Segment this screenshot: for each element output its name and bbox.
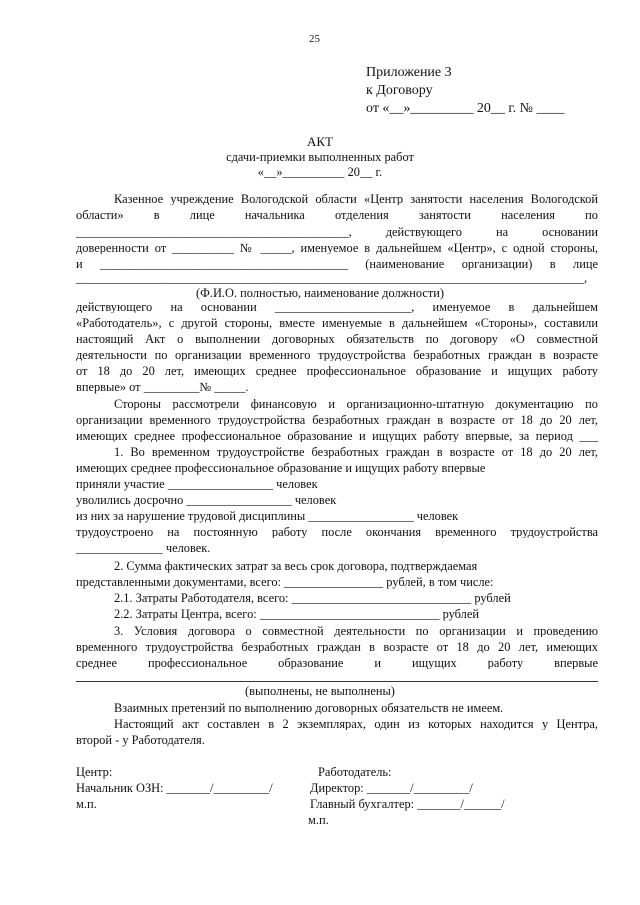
center-label: Центр: [76, 765, 113, 779]
page-number: 25 [309, 33, 320, 45]
body-line: деятельности по организации временного трудоустройства безработных граждан в возрасте [76, 349, 598, 362]
body-line: и ________________________________________ (наименование организации) в лице [76, 258, 598, 271]
body-line: Стороны рассмотрели финансовую и организационно-штатную документацию по [114, 398, 598, 411]
employer-label: Работодатель: [318, 765, 392, 779]
center-head-signature: Начальник ОЗН: _______/_________/ [76, 781, 273, 795]
appendix-date-line: от «__»_________ 20__ г. № ____ [366, 101, 565, 116]
body-line: 2.1. Затраты Работодателя, всего: _____________________________ рублей [114, 591, 511, 605]
body-line: 1. Во временном трудоустройстве безработных граждан в возрасте от 18 до 20 лет, [114, 446, 598, 459]
body-line: среднее профессиональное образование и ищущих работу впервые [76, 657, 598, 670]
body-line: Взаимных претензий по выполнению договорных обязательств не имеем. [114, 701, 504, 715]
body-line: трудоустроено на постоянную работу после окончания временного трудоустройства [76, 526, 598, 539]
body-line: Настоящий акт составлен в 2 экземплярах, один из которых находится у Центра, [114, 718, 598, 731]
body-line: второй - у Работодателя. [76, 733, 205, 747]
body-line: из них за нарушение трудовой дисциплины _________________ человек [76, 509, 459, 523]
body-line: временного трудоустройства безработных граждан в возрасте от 18 до 20 лет, имеющих [76, 641, 598, 654]
body-line: имеющих среднее профессиональное образование и ищущих работу впервые [76, 461, 486, 475]
act-date-line: «__»__________ 20__ г. [257, 165, 383, 179]
body-caption: (выполнены, не выполнены) [245, 684, 395, 698]
body-line: организации временного трудоустройства безработных граждан в возрасте от 18 до 20 лет, [76, 414, 598, 427]
fill-in-line [76, 681, 598, 682]
appendix-title: Приложение 3 [366, 65, 452, 80]
body-caption: (Ф.И.О. полностью, наименование должности) [195, 286, 445, 300]
body-line: __________________________________________________________________________________, [76, 272, 588, 285]
body-line: доверенности от __________ № _____, именуемое в дальнейшем «Центр», с одной стороны, [76, 242, 598, 255]
employer-director-signature: Директор: _______/_________/ [310, 781, 473, 795]
body-line: области» в лице начальника отделения занятости населения по [76, 209, 598, 222]
body-line: ____________________________________________, действующего на основании [76, 226, 598, 239]
body-line: настоящий Акт о выполнении договорных обязательств по договору «О совместной [76, 333, 598, 346]
employer-accountant-signature: Главный бухгалтер: _______/______/ [310, 797, 505, 811]
body-line: представленными документами, всего: ________________ рублей, в том числе: [76, 575, 494, 589]
body-line: 2.2. Затраты Центра, всего: _____________________________ рублей [114, 607, 479, 621]
body-line: ______________ человек. [76, 541, 211, 555]
body-line: «Работодатель», с другой стороны, вместе именуемые в дальнейшем «Стороны», составили [76, 317, 598, 330]
act-subtitle: сдачи-приемки выполненных работ [226, 150, 414, 164]
body-line: действующего на основании ______________________, именуемое в дальнейшем [76, 301, 598, 314]
act-title: АКТ [307, 134, 333, 149]
body-line: 3. Условия договора о совместной деятельности по организации и проведению [114, 625, 598, 638]
body-line: впервые» от _________№ _____. [76, 380, 249, 394]
body-line: Казенное учреждение Вологодской области «Центр занятости населения Вологодской [114, 193, 598, 206]
body-line: имеющих среднее профессиональное образование и ищущих работу впервые, за период ___ [76, 430, 598, 443]
body-line: от 18 до 20 лет, имеющих среднее профессиональное образование и ищущих работу [76, 365, 598, 378]
center-stamp: м.п. [76, 797, 97, 811]
body-line: приняли участие _________________ человек [76, 477, 318, 491]
employer-stamp: м.п. [308, 813, 329, 827]
body-line: уволились досрочно _________________ человек [76, 493, 337, 507]
appendix-subtitle: к Договору [366, 83, 433, 98]
body-line: 2. Сумма фактических затрат за весь срок договора, подтверждаемая [114, 559, 478, 573]
